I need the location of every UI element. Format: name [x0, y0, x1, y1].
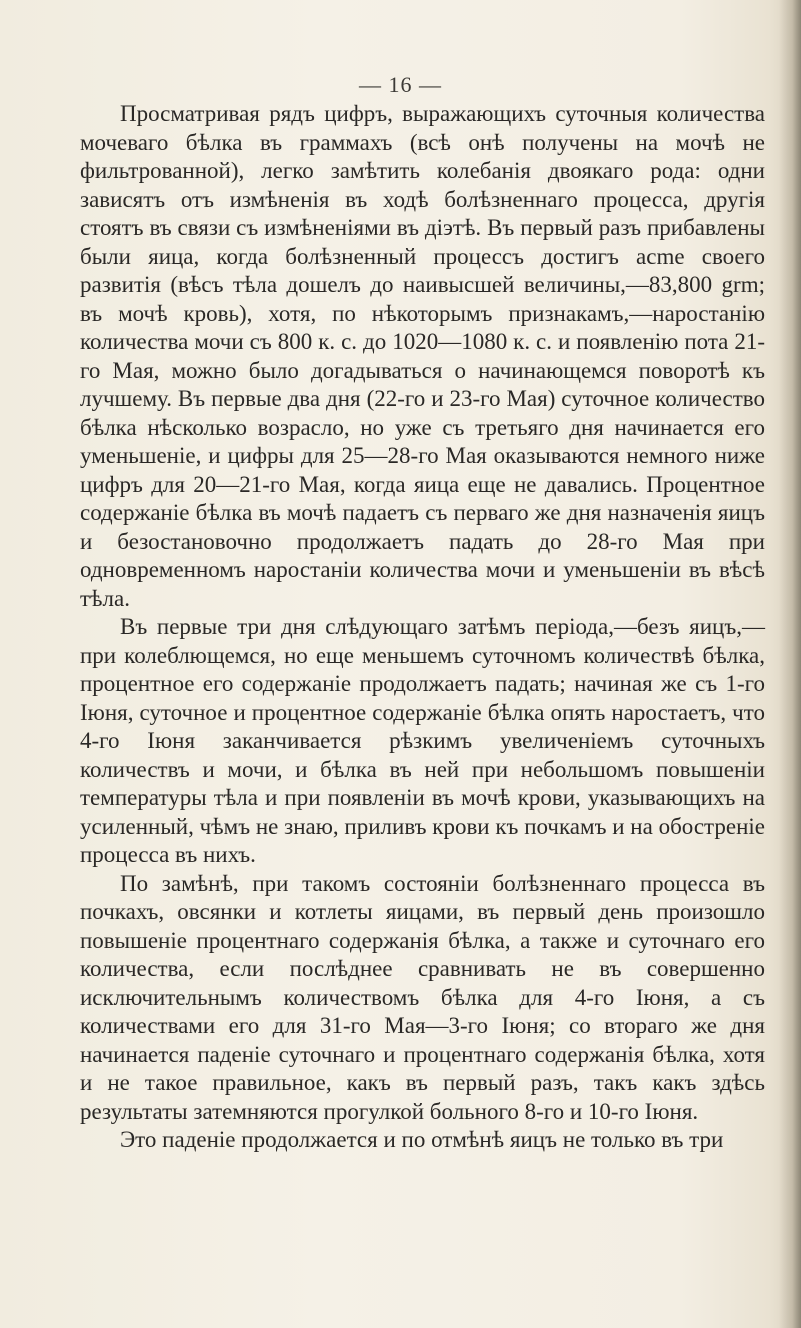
- page-number: — 16 —: [359, 72, 442, 97]
- paragraph: Это паденіе продолжается и по отмѣнѣ яицъ не только въ три: [120, 1127, 724, 1152]
- body-text: [80, 100, 765, 1155]
- paragraph: Просматривая рядъ цифръ, выражающихъ суточныя количества мочеваго бѣлка въ граммахъ (всѣ онѣ получены на мочѣ не фильтрованной), легко замѣтить колебанія двоякаго рода: одни зависятъ отъ измѣненія въ ходѣ болѣзненнаго процесса, другія стоятъ въ связи съ измѣненіями въ діэтѣ. Въ первый разъ прибавлены были яица, когда болѣзненный процессъ достигъ acme своего развитія (вѣсъ тѣла дошелъ до наивысшей величины,—83,800 grm; въ мочѣ кровь), хотя, по нѣкоторымъ признакамъ,—наростанію количества мочи съ 800 к. с. до 1020—1080 к. с. и появленію пота 21-го Мая, можно было догадываться о начинающемся поворотѣ къ лучшему. Въ первые два дня (22-го и 23-го Мая) суточное количество бѣлка нѣсколько возрасло, но уже съ третьяго дня начинается его уменьшеніе, и цифры для 25—28-го Мая оказываются немного ниже цифръ для 20—21-го Мая, когда яица еще не давались. Процентное содержаніе бѣлка въ мочѣ падаетъ съ перваго же дня назначенія яицъ и безостановочно продолжаетъ падать до 28-го Мая при одновременномъ наростаніи количества мочи и уменьшеніи въ вѣсѣ тѣла.: [80, 101, 765, 611]
- page-edge-shadow: [779, 0, 801, 1328]
- paragraph: Въ первые три дня слѣдующаго затѣмъ періода,—безъ яицъ,—при колеблющемся, но еще меньшемъ суточномъ количествѣ бѣлка, процентное его содержаніе продолжаетъ падать; начиная же съ 1-го Іюня, суточное и процентное содержаніе бѣлка опять наростаетъ, что 4-го Іюня заканчивается рѣзкимъ увеличеніемъ суточныхъ количествъ и мочи, и бѣлка въ ней при небольшомъ повышеніи температуры тѣла и при появленіи въ мочѣ крови, указывающихъ на усиленный, чѣмъ не знаю, приливъ крови къ почкамъ и на обостреніе процесса въ нихъ.: [80, 614, 765, 867]
- paragraph: По замѣнѣ, при такомъ состояніи болѣзненнаго процесса въ почкахъ, овсянки и котлеты яицами, въ первый день произошло повышеніе процентнаго содержанія бѣлка, а также и суточнаго его количества, если послѣднее сравнивать не въ совершенно исключительнымъ количествомъ бѣлка для 4-го Іюня, а съ количествами его для 31-го Мая—3-го Іюня; со втораго же дня начинается паденіе суточнаго и процентнаго содержанія бѣлка, хотя и не такое правильное, какъ въ первый разъ, такъ какъ здѣсь результаты затемняются прогулкой больного 8-го и 10-го Іюня.: [80, 870, 765, 1124]
